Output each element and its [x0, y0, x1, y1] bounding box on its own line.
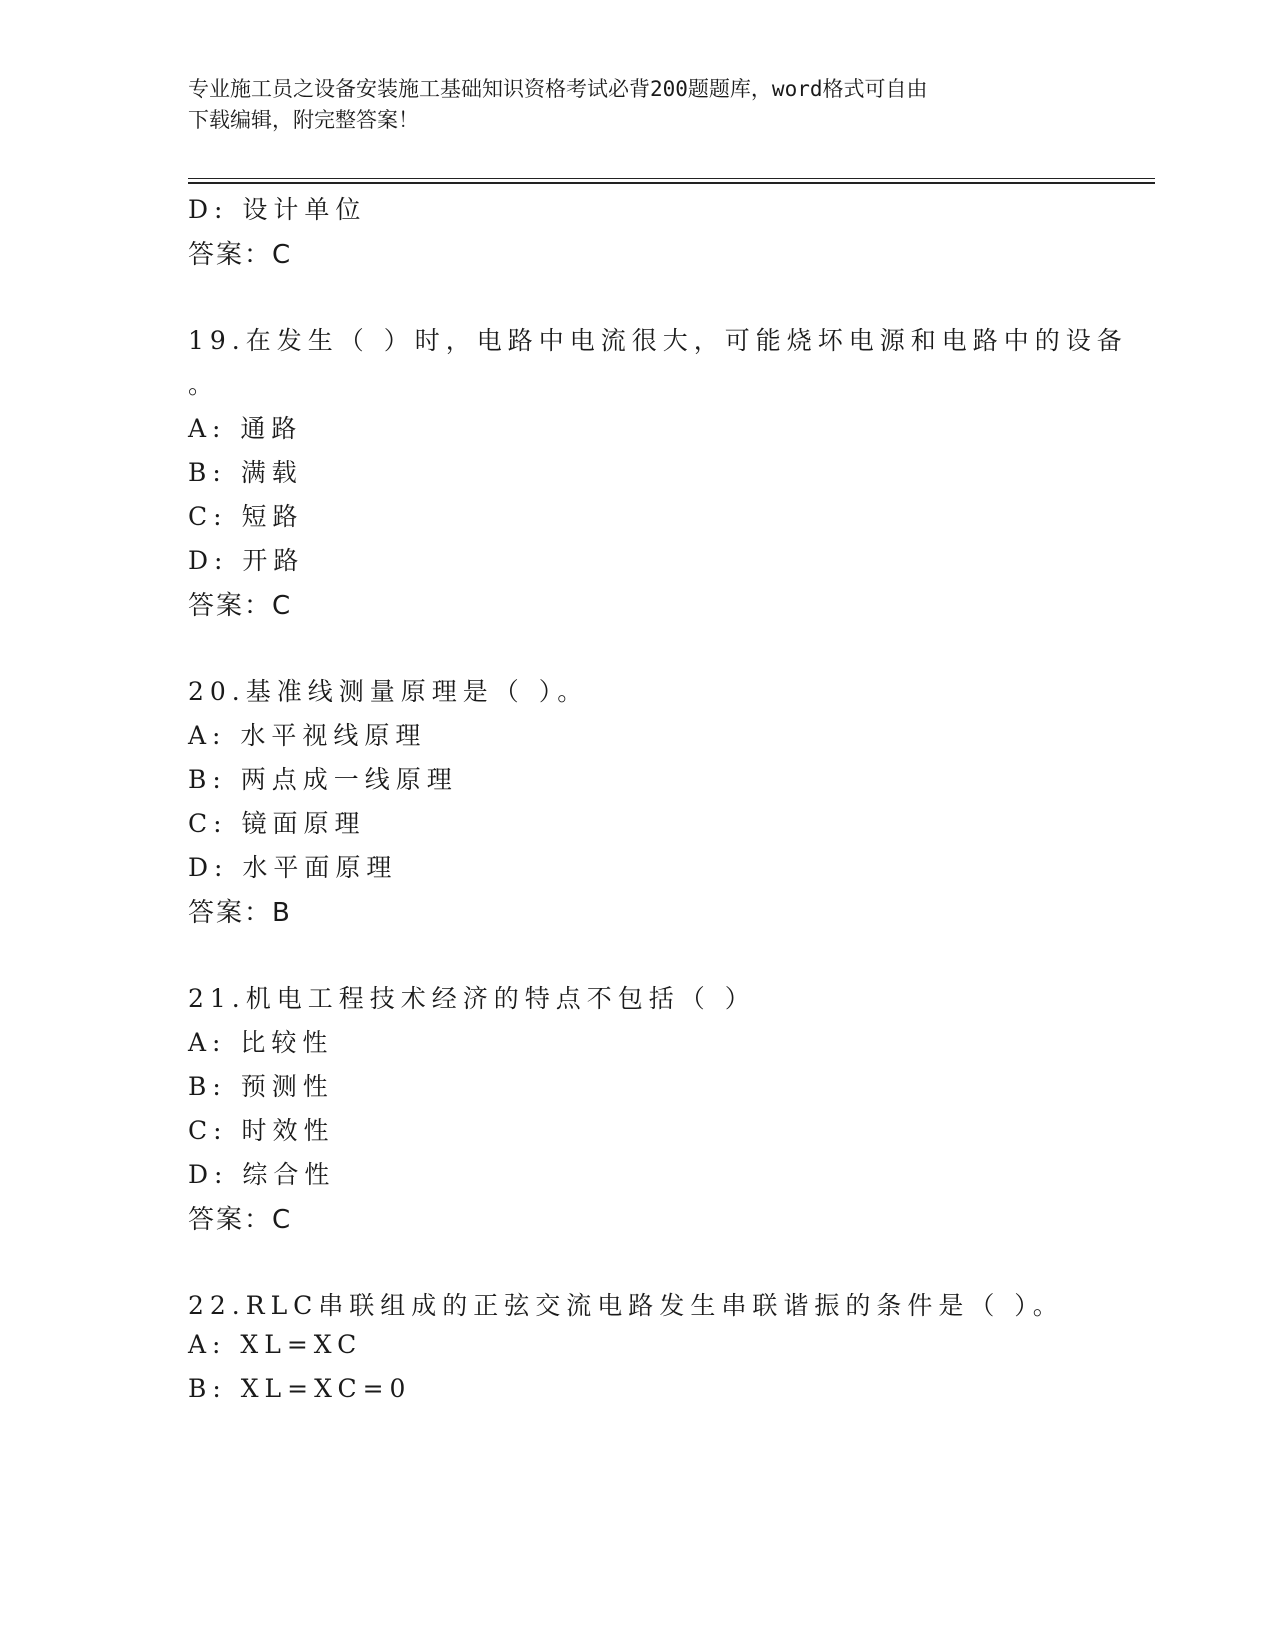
- q18-answer: 答案：C: [188, 240, 293, 270]
- q19-answer: 答案：C: [188, 591, 293, 621]
- q19-option-c: C: 短路: [188, 502, 304, 531]
- q20-answer: 答案：B: [188, 898, 292, 928]
- q21-stem: 21.机电工程技术经济的特点不包括（ ）: [188, 984, 756, 1013]
- q21-option-a: A: 比较性: [188, 1028, 334, 1057]
- q19-option-a: A: 通路: [188, 414, 303, 443]
- q19-stem: 19.在发生（ ）时，电路中电流很大，可能烧坏电源和电路中的设备: [188, 326, 1128, 355]
- q21-option-c: C: 时效性: [188, 1116, 335, 1145]
- q19-stem-continuation: 。: [188, 370, 220, 399]
- q22-stem: 22.RLC串联组成的正弦交流电路发生串联谐振的条件是（ ）。: [188, 1291, 1064, 1320]
- q21-answer: 答案：C: [188, 1205, 293, 1235]
- header-line-1: 专业施工员之设备安装施工基础知识资格考试必背200题题库，word格式可自由: [188, 77, 928, 101]
- q21-option-b: B: 预测性: [188, 1072, 334, 1101]
- q20-option-a: A: 水平视线原理: [188, 721, 427, 750]
- q20-option-d: D: 水平面原理: [188, 853, 398, 882]
- q22-option-b: B: XL=XC=0: [188, 1374, 412, 1403]
- document-header: [188, 74, 1088, 136]
- q20-stem: 20.基准线测量原理是（ ）。: [188, 677, 589, 706]
- header-line-2: 下载编辑，附完整答案！: [188, 108, 419, 132]
- q19-option-d: D: 开路: [188, 546, 305, 575]
- q18-option-d: D: 设计单位: [188, 195, 367, 224]
- q20-option-b: B: 两点成一线原理: [188, 765, 458, 794]
- q19-option-b: B: 满载: [188, 458, 303, 487]
- header-rule-thick: [188, 182, 1155, 184]
- q22-option-a: A: XL=XC: [188, 1330, 363, 1359]
- q21-option-d: D: 综合性: [188, 1160, 336, 1189]
- header-rule-thin: [188, 178, 1155, 179]
- q20-option-c: C: 镜面原理: [188, 809, 366, 838]
